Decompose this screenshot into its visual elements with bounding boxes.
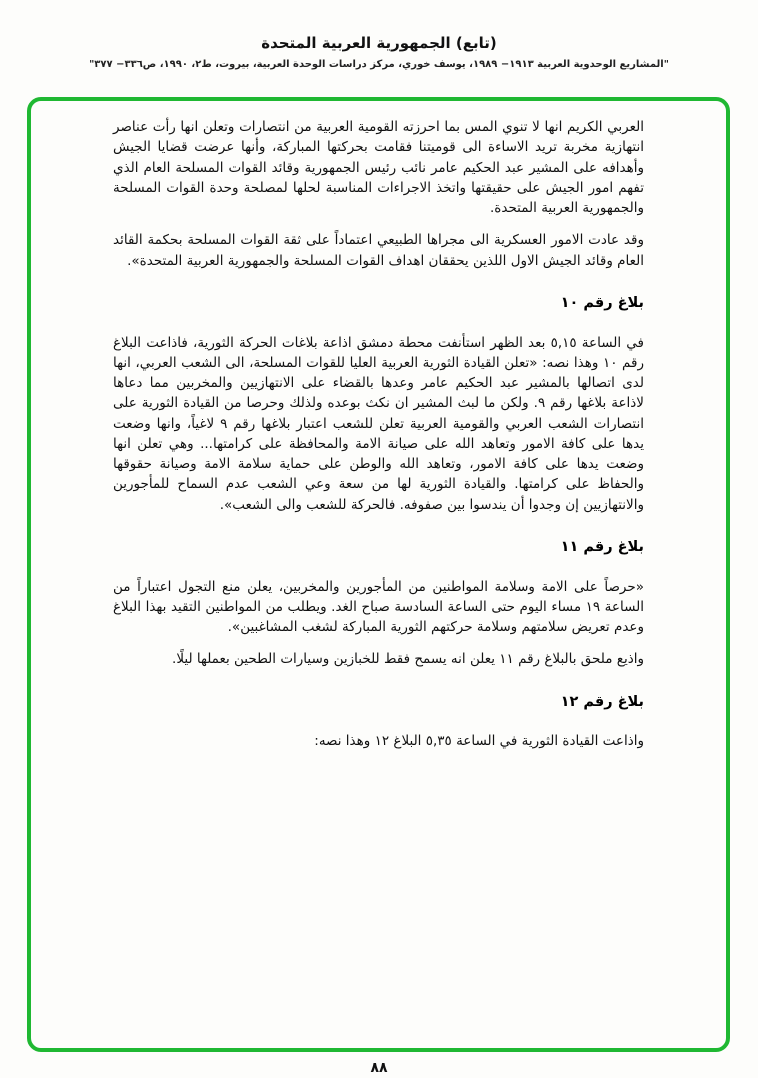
section-heading-communique-10: بلاغ رقم ١٠ [560,294,644,311]
paragraph: واذاعت القيادة الثورية في الساعة ٥,٣٥ البلاغ ١٢ وهذا نصه: [314,733,644,750]
document-title: (تابع) الجمهورية العربية المتحدة [261,34,497,52]
content-border-box [27,97,730,1052]
paragraph: «حرصاً على الامة وسلامة المواطنين من المأجورين والمخربين، يعلن منع التجول اعتباراً من الساعة ١٩ مساء اليوم حتى الساعة السادسة صباح الغد. ويطلب من المواطنين التقيد بهذا البلاغ وعدم تعريض سلامتهم وسلامة حركتهم الثورية المباركة لشغب المشاغبين». [113,578,644,635]
section-heading-communique-12: بلاغ رقم ١٢ [560,693,644,710]
paragraph: العربي الكريم انها لا تنوي المس بما احرزته القومية العربية من انتصارات وتعلن انها رأت عناصر انتهازية مخربة تريد الاساءة الى قوميتنا فقامت بحركتها المباركة، وأنها عرضت قضايا الجيش وأهدافه على المشير عبد الحكيم عامر نائب رئيس الجمهورية وقائد القوات المسلحة العام الذي تفهم امور الجيش على حقيقتها واتخذ الاجراءات المناسبة لحلها لمصلحة وحدة القوات المسلحة والجمهورية العربية المتحدة. [113,119,644,216]
paragraph: واذيع ملحق بالبلاغ رقم ١١ يعلن انه يسمح فقط للخبازين وسيارات الطحين بعملها ليلًا. [172,651,644,668]
body-text [113,117,644,752]
page-header [0,0,758,70]
page-number: ٨٨ [370,1060,388,1076]
citation-line: "المشاريع الوحدوية العربية ١٩١٣− ١٩٨٩، يوسف خوري، مركز دراسات الوحدة العربية، بيروت، ط٢، ١٩٩٠، ص٣٣٦− ٣٧٧" [89,59,669,70]
section-heading-communique-11: بلاغ رقم ١١ [560,538,644,555]
paragraph: وقد عادت الامور العسكرية الى مجراها الطبيعي اعتماداً على ثقة القوات المسلحة بحكمة القائد العام وقائد الجيش الاول اللذين يحققان اهداف القوات المسلحة والجمهورية العربية المتحدة». [113,232,644,269]
paragraph: في الساعة ٥,١٥ بعد الظهر استأنفت محطة دمشق اذاعة بلاغات الحركة الثورية، فاذاعت البلاغ رقم ١٠ وهذا نصه: «تعلن القيادة الثورية العربية العليا للقوات المسلحة، الى الشعب العربي، انها لدى اتصالها بالمشير عبد الحكيم عامر وعدها بالقضاء على الانتهازيين والمخربين مما دعاها لاذاعة بلاغها رقم ٩. ولكن ما لبث المشير ان نكث بوعده ولذلك وحرصا من القيادة الثورية على انتصارات الشعب العربي والقومية العربية تعلن للشعب اعتبار بلاغها رقم ٩ لاغياً، وانها وضعت يدها على كافة الامور وتعاهد الله على صيانة الامة والمحافظة على كرامتها... وهي تعلن انها وضعت يدها على كافة الامور، وتعاهد الله والوطن على حماية سلامة الامة وصيانة حقوقها والحفاظ على كرامتها. والقيادة الثورية لها من سعة وعي الشعب عدم السماح للمأجورين والانتهازيين إن وجدوا أن يندسوا بين صفوفه. فالحركة للشعب والى الشعب». [113,334,645,513]
